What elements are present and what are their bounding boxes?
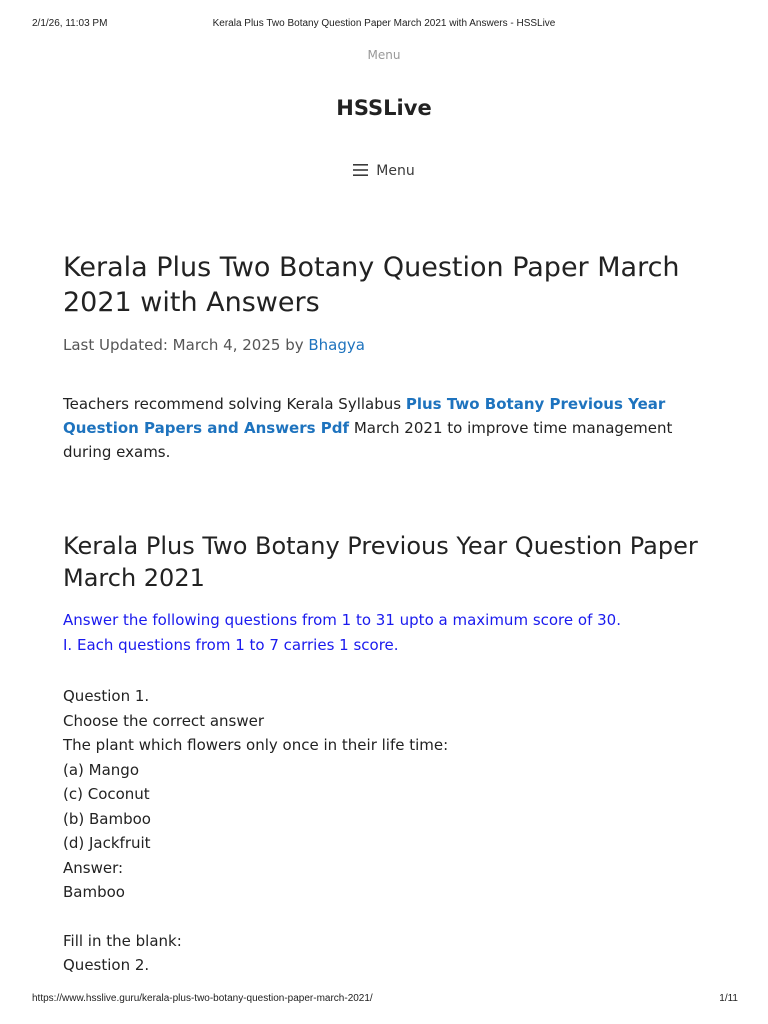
intro-paragraph (63, 392, 703, 464)
print-datetime: 2/1/26, 11:03 PM (32, 18, 108, 29)
spacer (63, 905, 703, 929)
question-papers-link[interactable]: Plus Two Botany Previous Year Question Papers and Answers Pdf (63, 395, 666, 437)
option-c: (c) Coconut (63, 785, 150, 803)
option-a: (a) Mango (63, 760, 140, 779)
question-label: Question 1. (63, 687, 150, 705)
top-menu-link[interactable]: Menu (367, 48, 401, 62)
question-instruction: Choose the correct answer (63, 711, 264, 730)
site-title[interactable]: HSSLive (336, 96, 432, 120)
page-title: Kerala Plus Two Botany Question Paper March 2021 with Answers (63, 252, 680, 318)
question-text: The plant which flowers only once in their life time: (63, 736, 449, 754)
question-label: Question 2. (63, 956, 150, 974)
print-footer (0, 993, 768, 1009)
post-meta (63, 334, 703, 356)
instruction-line: I. Each questions from 1 to 7 carries 1 score. (63, 636, 399, 654)
answer-text: Bamboo (63, 883, 125, 901)
nav-menu-label: Menu (376, 163, 415, 179)
intro-text-before: Teachers recommend solving Kerala Syllabus (63, 395, 406, 413)
intro-text-after: March 2021 to improve time management during exams. (63, 419, 673, 461)
nav-menu-toggle[interactable] (0, 163, 768, 179)
fill-in-blank-heading: Fill in the blank: (63, 931, 182, 950)
author-link[interactable]: Bhagya (308, 336, 365, 354)
print-url: https://www.hsslive.guru/kerala-plus-two-botany-question-paper-march-2021/ (32, 993, 373, 1004)
print-page-number: 1/11 (719, 993, 738, 1004)
last-updated-text: Last Updated: March 4, 2025 by (63, 336, 309, 354)
print-document-title: Kerala Plus Two Botany Question Paper March 2021 with Answers - HSSLive (212, 18, 556, 29)
hamburger-icon (353, 164, 368, 176)
answer-label: Answer: (63, 858, 124, 877)
instruction-line: Answer the following questions from 1 to 31 upto a maximum score of 30. (63, 611, 621, 629)
section-heading: Kerala Plus Two Botany Previous Year Question Paper March 2021 (63, 532, 698, 592)
option-b: (b) Bamboo (63, 809, 151, 828)
article-content (63, 250, 703, 978)
print-header (0, 18, 768, 34)
question-1-block (63, 684, 703, 978)
option-d: (d) Jackfruit (63, 834, 151, 852)
exam-instructions (63, 608, 703, 658)
